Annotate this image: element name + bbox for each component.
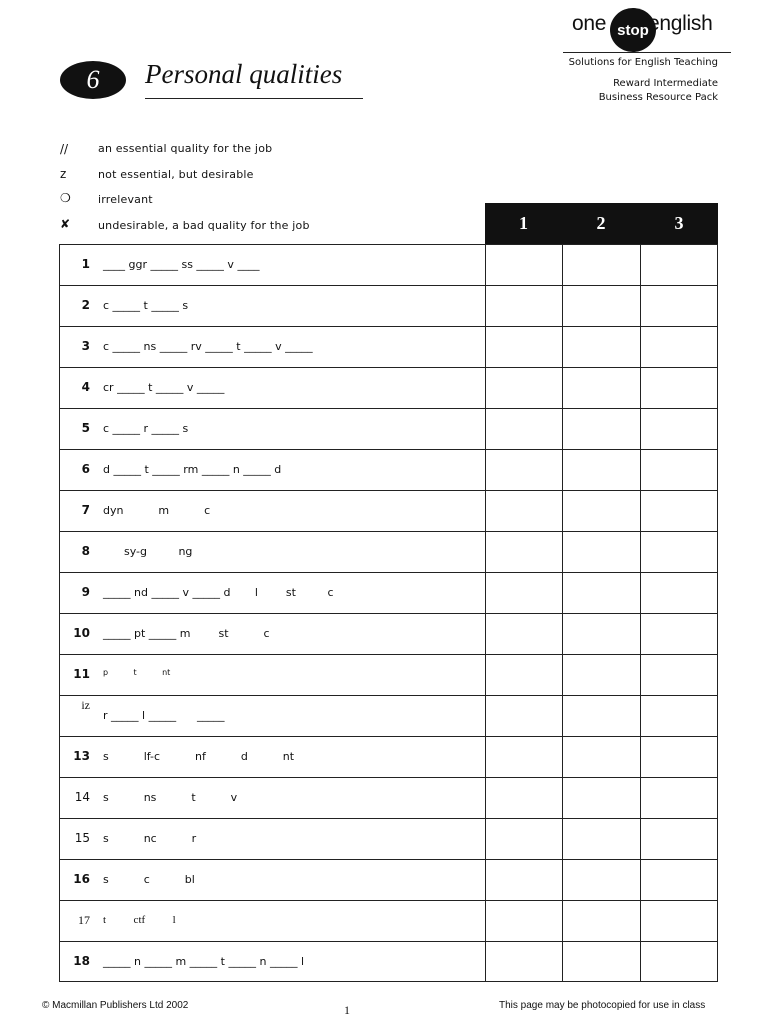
gapped-word: cr _____ t _____ v _____ xyxy=(103,381,225,394)
gapped-word: r _____ l _____ _____ xyxy=(103,709,225,722)
gapped-word: s lf-c nf d nt xyxy=(103,750,295,763)
gapped-word: _____ pt _____ m st c xyxy=(103,627,270,640)
answer-cell xyxy=(485,654,562,695)
pack-name-line2: Business Resource Pack xyxy=(598,92,718,103)
answer-cell xyxy=(562,326,640,367)
gapped-word: ____ ggr _____ ss _____ v ____ xyxy=(103,258,260,271)
answer-cell xyxy=(485,818,562,859)
row-number: 11 xyxy=(73,667,90,681)
row-number: 10 xyxy=(73,626,90,640)
answer-cell xyxy=(640,654,718,695)
row-number: 1 xyxy=(81,257,90,271)
table-row xyxy=(59,613,718,654)
column-header-1: 1 xyxy=(485,203,562,244)
gapped-word: dyn m c xyxy=(103,504,211,517)
logo-stop-badge: stop xyxy=(610,8,656,52)
answer-cell xyxy=(485,531,562,572)
answer-cell xyxy=(485,941,562,982)
undesirable-cross-icon: ✘ xyxy=(60,217,71,231)
answer-cell xyxy=(562,941,640,982)
answer-cell xyxy=(562,531,640,572)
table-row xyxy=(59,326,718,367)
answer-cell xyxy=(485,572,562,613)
answer-cell xyxy=(562,490,640,531)
row-number: 15 xyxy=(74,831,90,845)
answer-cell xyxy=(640,490,718,531)
answer-cell xyxy=(640,695,718,736)
table-row xyxy=(59,654,718,695)
table-row xyxy=(59,736,718,777)
table-row xyxy=(59,449,718,490)
answer-cell xyxy=(640,449,718,490)
row-number: 14 xyxy=(74,790,90,804)
page-number: 1 xyxy=(344,1003,350,1017)
answer-cell xyxy=(485,900,562,941)
answer-cell xyxy=(562,736,640,777)
key-label-irrelevant: irrelevant xyxy=(98,193,153,206)
answer-cell xyxy=(640,326,718,367)
logo-word-one: one xyxy=(572,12,607,35)
answer-cell xyxy=(485,490,562,531)
row-number: 2 xyxy=(81,298,90,312)
gapped-word: _____ nd _____ v _____ d l st c xyxy=(103,586,334,599)
row-number: iz xyxy=(81,698,90,712)
gapped-word: s nc r xyxy=(103,832,197,845)
answer-cell xyxy=(640,818,718,859)
gapped-word: _____ n _____ m _____ t _____ n _____ l xyxy=(103,955,304,968)
table-row xyxy=(59,859,718,900)
row-number: 16 xyxy=(73,872,90,886)
row-number: 9 xyxy=(81,585,90,599)
answer-cell xyxy=(485,326,562,367)
answer-cell xyxy=(485,736,562,777)
tagline: Solutions for English Teaching xyxy=(568,57,718,68)
table-row xyxy=(59,695,718,736)
answer-cell xyxy=(562,859,640,900)
gapped-word: t ctf l xyxy=(103,914,176,926)
answer-cell xyxy=(562,408,640,449)
table-row xyxy=(59,408,718,449)
gapped-word: s c bl xyxy=(103,873,195,886)
qualities-table xyxy=(59,203,718,984)
page-title: Personal qualities xyxy=(145,59,343,89)
gapped-word: p t nt xyxy=(103,668,171,677)
answer-cell xyxy=(640,285,718,326)
publisher-logo xyxy=(572,8,732,52)
gapped-word: s ns t v xyxy=(103,791,238,804)
key-label-essential: an essential quality for the job xyxy=(98,142,273,155)
table-row xyxy=(59,531,718,572)
answer-cell xyxy=(562,367,640,408)
table-row xyxy=(59,244,718,285)
answer-cell xyxy=(485,408,562,449)
row-number: 8 xyxy=(81,544,90,558)
answer-cell xyxy=(562,244,640,285)
answer-cell xyxy=(640,244,718,285)
answer-cell xyxy=(640,367,718,408)
answer-cell xyxy=(562,285,640,326)
key-label-undesirable: undesirable, a bad quality for the job xyxy=(98,219,310,232)
row-number: 3 xyxy=(81,339,90,353)
irrelevant-circle-icon: ❍ xyxy=(60,191,71,205)
table-row xyxy=(59,285,718,326)
key-label-desirable: not essential, but desirable xyxy=(98,168,254,181)
answer-cell xyxy=(562,818,640,859)
copyright-notice: © Macmillan Publishers Ltd 2002 xyxy=(42,1000,189,1011)
answer-cell xyxy=(640,408,718,449)
unit-number-badge: 6 xyxy=(60,61,126,99)
answer-cell xyxy=(640,941,718,982)
answer-cell xyxy=(485,777,562,818)
gapped-word: c _____ r _____ s xyxy=(103,422,189,435)
answer-cell xyxy=(562,654,640,695)
answer-cell xyxy=(562,777,640,818)
row-number: 7 xyxy=(81,503,90,517)
row-number: 17 xyxy=(78,913,90,927)
essential-symbol-icon: // xyxy=(60,142,69,156)
row-number: 4 xyxy=(81,380,90,394)
answer-cell xyxy=(485,449,562,490)
pack-name-line1: Reward Intermediate xyxy=(613,78,718,89)
desirable-symbol-icon: z xyxy=(60,167,67,181)
logo-word-english: english xyxy=(648,12,713,35)
table-row xyxy=(59,818,718,859)
gapped-word: d _____ t _____ rm _____ n _____ d xyxy=(103,463,282,476)
answer-cell xyxy=(485,367,562,408)
answer-cell xyxy=(562,900,640,941)
answer-cell xyxy=(562,695,640,736)
table-row xyxy=(59,900,718,941)
answer-cell xyxy=(485,695,562,736)
column-header-3: 3 xyxy=(640,203,718,244)
row-number: 18 xyxy=(73,954,90,968)
table-row xyxy=(59,777,718,818)
row-number: 5 xyxy=(81,421,90,435)
table-row xyxy=(59,572,718,613)
answer-cell xyxy=(485,613,562,654)
answer-cell xyxy=(640,859,718,900)
photocopy-notice: This page may be photocopied for use in class xyxy=(499,1000,706,1011)
answer-cell xyxy=(485,285,562,326)
answer-cell xyxy=(640,531,718,572)
row-number: 13 xyxy=(73,749,90,763)
gapped-word: sy-g ng xyxy=(103,545,193,558)
answer-cell xyxy=(640,736,718,777)
row-number: 6 xyxy=(81,462,90,476)
title-underline xyxy=(145,98,363,99)
table-row xyxy=(59,941,718,982)
table-row xyxy=(59,490,718,531)
gapped-word: c _____ t _____ s xyxy=(103,299,189,312)
table-row xyxy=(59,367,718,408)
answer-cell xyxy=(640,613,718,654)
answer-cell xyxy=(562,449,640,490)
answer-cell xyxy=(562,572,640,613)
answer-cell xyxy=(640,900,718,941)
column-header-2: 2 xyxy=(562,203,640,244)
answer-cell xyxy=(640,572,718,613)
gapped-word: c _____ ns _____ rv _____ t _____ v _____ xyxy=(103,340,313,353)
logo-underline xyxy=(563,52,731,53)
answer-cell xyxy=(562,613,640,654)
answer-cell xyxy=(485,244,562,285)
answer-cell xyxy=(640,777,718,818)
answer-cell xyxy=(485,859,562,900)
